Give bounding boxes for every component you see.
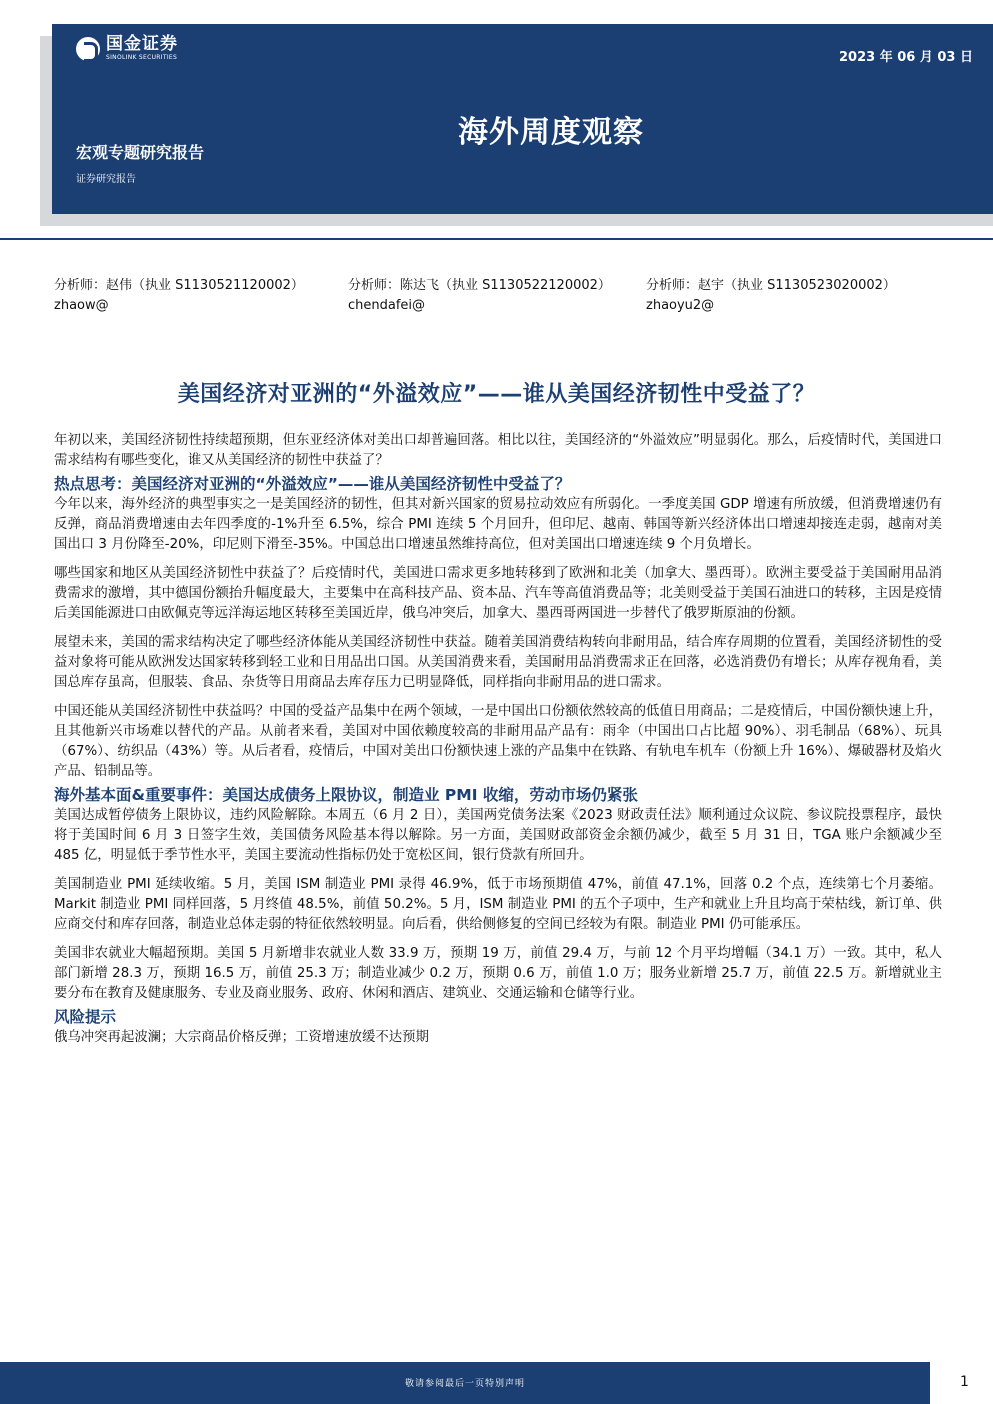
analyst-item [348, 276, 611, 316]
report-body [54, 431, 942, 1057]
logo-cn: 国金证券 [106, 34, 178, 54]
body-paragraph: 中国还能从美国经济韧性中获益吗？中国的受益产品集中在两个领域，一是中国出口份额依然较高的低值日用商品；二是疫情后，中国份额快速上升，且其他新兴市场难以替代的产品。从前者来看，美国对中国依赖度较高的非耐用品产品有：雨伞（中国出口占比超 90%）、羽毛制品（68%）、玩具（67%）、纺织品（43%）等。从后者看，疫情后，中国对美出口份额快速上涨的产品集中在铁路、有轨电车机车（份额上升 16%）、爆破器材及焰火产品、铅制品等。 [54, 704, 942, 779]
body-paragraph: 美国制造业 PMI 延续收缩。5 月，美国 ISM 制造业 PMI 录得 46.9%，低于市场预期值 47%，前值 47.1%，回落 0.2 个点，连续第七个月萎缩。Markit 制造业 PMI 同样回落，5 月终值 48.5%，前值 50.2%。5 月，ISM 制造业 PMI 的五个子项中，生产和就业上升且均高于荣枯线，新订单、供应商交付和库存回落，制造业总体走弱的特征依然较明显。向后看，供给侧修复的空间已经较为有限。制造业 PMI 仍可能承压。 [54, 877, 942, 932]
analyst-list [0, 276, 993, 316]
page-number: 1 [960, 1374, 969, 1390]
body-paragraph: 展望未来，美国的需求结构决定了哪些经济体能从美国经济韧性中获益。随着美国消费结构转向非耐用品，结合库存周期的位置看，美国经济韧性的受益对象将可能从欧洲发达国家转移到轻工业和日用品出口国。从美国消费来看，美国耐用品消费需求正在回落，必选消费仍有增长；从库存视角看，美国总库存虽高，但服装、食品、杂货等日用商品去库存压力已明显降低，同样指向非耐用品的进口需求。 [54, 635, 942, 690]
intro-paragraph: 年初以来，美国经济韧性持续超预期，但东亚经济体对美出口却普遍回落。相比以往，美国经济的“外溢效应”明显弱化。那么，后疫情时代，美国进口需求结构有哪些变化，谁又从美国经济的韧性中获益了？ [54, 433, 942, 468]
body-paragraph: 哪些国家和地区从美国经济韧性中获益了？后疫情时代，美国进口需求更多地转移到了欧洲和北美（加拿大、墨西哥）。欧洲主要受益于美国耐用品消费需求的激增，其中德国份额抬升幅度最大，主要集中在高科技产品、资本品、汽车等高值消费品等；北美则受益于美国石油进口的转移，主因是疫情后美国能源进口由欧佩克等远洋海运地区转移至美国近岸，俄乌冲突后，加拿大、墨西哥两国进一步替代了俄罗斯原油的份额。 [54, 566, 942, 621]
analyst-email[interactable]: zhaow@ [54, 298, 109, 313]
analyst-name: 分析师：陈达飞（执业 S1130522120002） [348, 278, 611, 293]
report-date: 2023 年 06 月 03 日 [839, 50, 973, 65]
analyst-name: 分析师：赵伟（执业 S1130521120002） [54, 278, 304, 293]
analyst-email[interactable]: chendafei@ [348, 298, 426, 313]
logo-en: SINOLINK SECURITIES [106, 54, 178, 61]
company-logo [76, 36, 178, 61]
risk-paragraph: 俄乌冲突再起波澜；大宗商品价格反弹；工资增速放缓不达预期 [54, 1030, 429, 1045]
section-heading-fundamentals: 海外基本面&重要事件：美国达成债务上限协议，制造业 PMI 收缩，劳动市场仍紧张 [54, 786, 638, 804]
footer-disclaimer: 敬请参阅最后一页特别声明 [404, 1379, 525, 1389]
analyst-email[interactable]: zhaoyu2@ [646, 298, 715, 313]
body-paragraph: 今年以来，海外经济的典型事实之一是美国经济的韧性，但其对新兴国家的贸易拉动效应有所弱化。一季度美国 GDP 增速有所放缓，但消费增速仍有反弹，商品消费增速由去年四季度的-1%升至 6.5%，综合 PMI 连续 5 个月回升，但印尼、越南、韩国等新兴经济体出口增速却接连走弱，越南对美国出口 3 月份降至-20%，印尼则下滑至-35%。中国总出口增速虽然维持高位，但对美国出口增速连续 9 个月负增长。 [54, 497, 942, 552]
section-heading-risk: 风险提示 [54, 1008, 117, 1026]
report-subtype: 证券研究报告 [76, 174, 136, 185]
section-heading-hot-topic: 热点思考：美国经济对亚洲的“外溢效应”——谁从美国经济韧性中受益了？ [54, 475, 571, 493]
sinolink-logo-icon [76, 37, 100, 61]
report-type: 宏观专题研究报告 [76, 143, 205, 162]
logo-text [106, 36, 178, 61]
header-divider [0, 238, 993, 240]
analyst-name: 分析师：赵宇（执业 S1130523020002） [646, 278, 896, 293]
report-title: 海外周度观察 [458, 115, 644, 150]
report-headline: 美国经济对亚洲的“外溢效应”——谁从美国经济韧性中受益了？ [177, 382, 816, 407]
body-paragraph: 美国达成暂停债务上限协议，违约风险解除。本周五（6 月 2 日），美国两党债务法案《2023 财政责任法》顺利通过众议院、参议院投票程序，最快将于美国时间 6 月 3 日签字生效，美国债务风险基本得以解除。另一方面，美国财政部资金余额仍减少，截至 5 月 31 日，TGA 账户余额减少至 485 亿，明显低于季节性水平，美国主要流动性指标仍处于宽松区间，银行贷款有所回升。 [54, 808, 942, 863]
analyst-item [646, 276, 896, 316]
analyst-item [54, 276, 304, 316]
body-paragraph: 美国非农就业大幅超预期。美国 5 月新增非农就业人数 33.9 万，预期 19 万，前值 29.4 万，与前 12 个月平均增幅（34.1 万）一致。其中，私人部门新增 28.3 万，预期 16.5 万，前值 25.3 万；制造业减少 0.2 万，预期 0.6 万，前值 1.0 万；服务业新增 25.7 万，前值 22.5 万。新增就业主要分布在教育及健康服务、专业及商业服务、政府、休闲和酒店、建筑业、交通运输和仓储等行业。 [54, 946, 942, 1001]
